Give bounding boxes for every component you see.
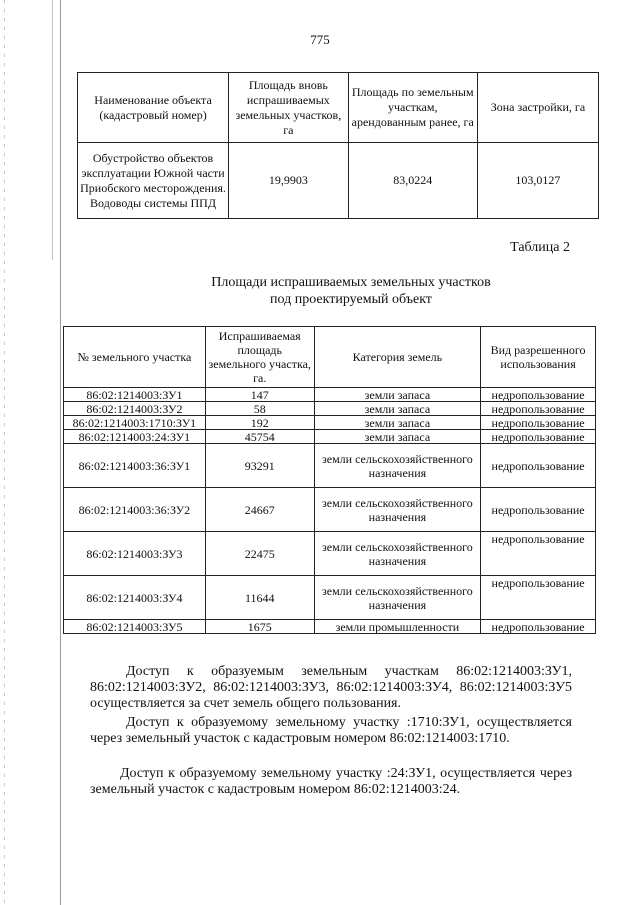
- summary-header-zone: Зона застройки, га: [477, 73, 598, 143]
- plots-table-header: [64, 327, 596, 388]
- plot-number: 86:02:1214003:24:ЗУ1: [64, 430, 206, 444]
- scan-edge-marks: [4, 0, 5, 905]
- plot-use: недропользование: [481, 532, 596, 576]
- plot-use: недропользование: [481, 444, 596, 488]
- plot-number: 86:02:1214003:36:ЗУ2: [64, 488, 206, 532]
- summary-cell-new-area: 19,9903: [229, 143, 349, 219]
- table-row: [64, 488, 596, 532]
- plot-area: 58: [205, 402, 314, 416]
- table-row: [64, 576, 596, 620]
- table-row: [64, 388, 596, 402]
- plot-area: 11644: [205, 576, 314, 620]
- plot-category: земли промышленности: [314, 620, 481, 634]
- plot-use: недропользование: [481, 416, 596, 430]
- plot-number: 86:02:1214003:ЗУ5: [64, 620, 206, 634]
- plot-category: земли запаса: [314, 416, 481, 430]
- summary-table: [77, 72, 599, 219]
- table2-title: [62, 274, 640, 308]
- access-paragraph-1710: Доступ к образуемому земельному участку :1710:ЗУ1, осуществляется через земельный участок с кадастровым номером 86:02:1214003:1710.: [90, 715, 572, 746]
- plots-header-area: Испрашиваемая площадь земельного участка, га.: [205, 327, 314, 388]
- table-row: [64, 430, 596, 444]
- plot-number: 86:02:1214003:ЗУ2: [64, 402, 206, 416]
- plot-use: недропользование: [481, 402, 596, 416]
- summary-table-row: [78, 143, 599, 219]
- plots-table: [63, 326, 596, 634]
- plot-area: 24667: [205, 488, 314, 532]
- plot-use: недропользование: [481, 430, 596, 444]
- plot-use: недропользование: [481, 388, 596, 402]
- plots-header-use: Вид разрешенного использования: [481, 327, 596, 388]
- summary-header-object: Наименование объекта (кадастровый номер): [78, 73, 229, 143]
- plot-area: 147: [205, 388, 314, 402]
- table2-title-line1: Площади испрашиваемых земельных участков: [211, 275, 491, 290]
- plot-use: недропользование: [481, 576, 596, 620]
- summary-cell-leased-area: 83,0224: [348, 143, 477, 219]
- plot-category: земли сельскохозяйственного назначения: [314, 444, 481, 488]
- plot-category: земли сельскохозяйственного назначения: [314, 488, 481, 532]
- plot-category: земли запаса: [314, 388, 481, 402]
- plot-category: земли сельскохозяйственного назначения: [314, 576, 481, 620]
- plot-number: 86:02:1214003:36:ЗУ1: [64, 444, 206, 488]
- summary-cell-zone: 103,0127: [477, 143, 598, 219]
- plot-use: недропользование: [481, 488, 596, 532]
- plots-header-number: № земельного участка: [64, 327, 206, 388]
- table-row: [64, 444, 596, 488]
- margin-line: [60, 0, 61, 905]
- summary-header-new-area: Площадь вновь испрашиваемых земельных участков, га: [229, 73, 349, 143]
- access-paragraph-common: Доступ к образуемым земельным участкам 86:02:1214003:ЗУ1, 86:02:1214003:ЗУ2, 86:02:1214003:ЗУ3, 86:02:1214003:ЗУ4, 86:02:1214003:ЗУ5 осуществляется за счет земель общего пользования.: [90, 664, 572, 711]
- summary-header-leased-area: Площадь по земельным участкам, арендованным ранее, га: [348, 73, 477, 143]
- plot-area: 1675: [205, 620, 314, 634]
- plot-number: 86:02:1214003:ЗУ3: [64, 532, 206, 576]
- plot-area: 192: [205, 416, 314, 430]
- plot-category: земли запаса: [314, 430, 481, 444]
- page-number: 775: [310, 32, 330, 47]
- plot-use: недропользование: [481, 620, 596, 634]
- summary-cell-object: Обустройство объектов эксплуатации Южной части Приобского месторождения. Водоводы системы ППД: [78, 143, 229, 219]
- table2-title-line2: под проектируемый объект: [270, 292, 432, 307]
- access-paragraph-24: Доступ к образуемому земельному участку :24:ЗУ1, осуществляется через земельный участок с кадастровым номером 86:02:1214003:24.: [90, 766, 572, 797]
- plot-category: земли сельскохозяйственного назначения: [314, 532, 481, 576]
- plot-number: 86:02:1214003:1710:ЗУ1: [64, 416, 206, 430]
- summary-table-header: [78, 73, 599, 143]
- plot-number: 86:02:1214003:ЗУ1: [64, 388, 206, 402]
- table-row: [64, 416, 596, 430]
- plot-area: 22475: [205, 532, 314, 576]
- plots-header-category: Категория земель: [314, 327, 481, 388]
- table-row: [64, 620, 596, 634]
- table2-label: Таблица 2: [510, 240, 570, 255]
- plot-area: 45754: [205, 430, 314, 444]
- plot-category: земли запаса: [314, 402, 481, 416]
- table-row: [64, 532, 596, 576]
- table-row: [64, 402, 596, 416]
- plot-area: 93291: [205, 444, 314, 488]
- plot-number: 86:02:1214003:ЗУ4: [64, 576, 206, 620]
